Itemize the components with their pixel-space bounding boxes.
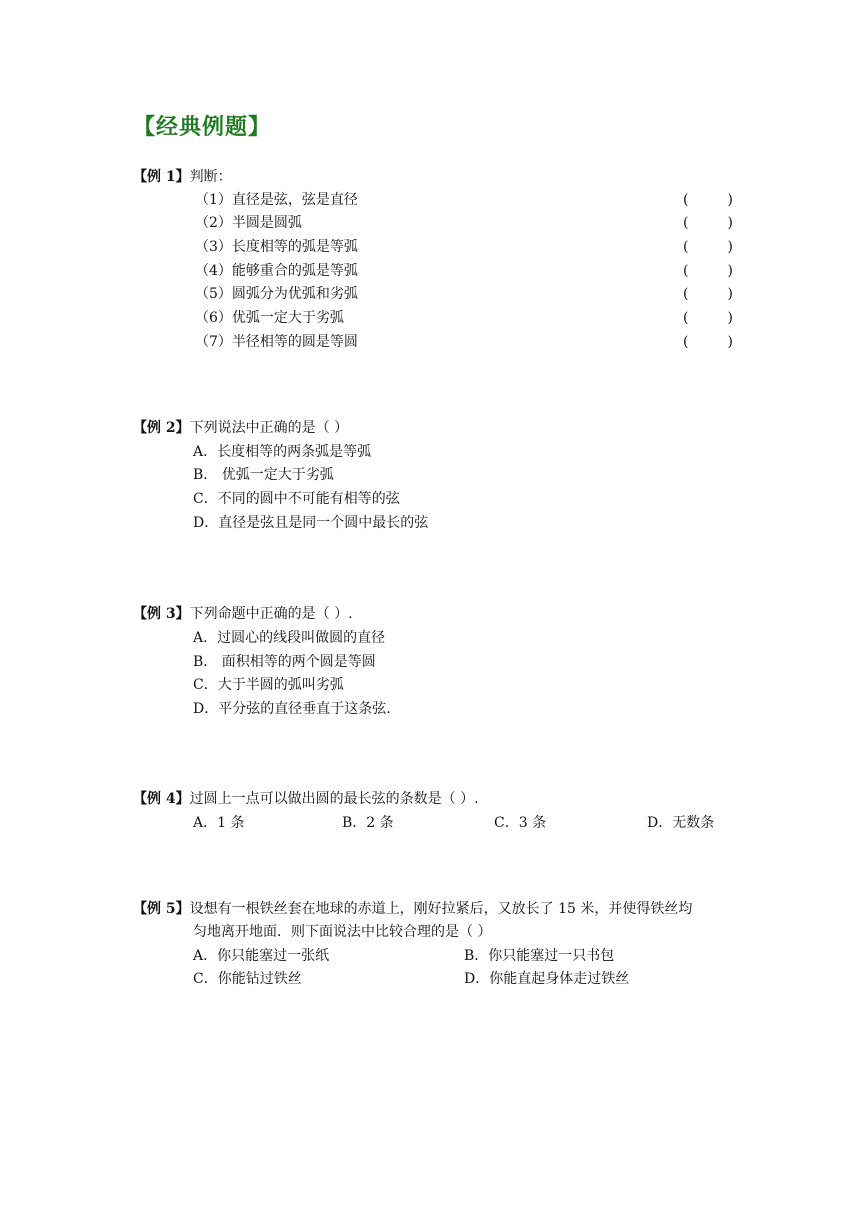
example-1-item: （3）长度相等的弧是等弧: [195, 239, 358, 255]
example-1-stem: 判断：: [189, 169, 232, 185]
section-heading: 【经典例题】: [133, 115, 272, 140]
option-b: B． 优弧一定大于劣弧: [193, 467, 334, 483]
example-1-label: 【例 1】: [133, 169, 190, 185]
example-2-stem: 下列说法中正确的是（ ）: [189, 420, 349, 436]
option-a: A．长度相等的两条弧是等弧: [193, 444, 372, 460]
example-4-header: [133, 790, 479, 808]
option-d: D．无数条: [647, 815, 715, 831]
example-1-item: （2）半圆是圆弧: [195, 215, 302, 231]
example-1-item: （7）半径相等的圆是等圆: [195, 334, 358, 350]
example-1-item: （5）圆弧分为优弧和劣弧: [195, 286, 358, 302]
answer-blank[interactable]: ( ): [683, 263, 733, 279]
option-c: C．你能钻过铁丝: [193, 971, 302, 987]
answer-blank[interactable]: ( ): [683, 334, 733, 350]
example-1-header: [133, 168, 232, 186]
example-3-header: [133, 605, 353, 623]
option-a: A．你只能塞过一张纸: [193, 948, 330, 964]
example-2-header: [133, 419, 348, 437]
option-c: C．3 条: [494, 815, 547, 831]
option-d: D．平分弦的直径垂直于这条弦.: [193, 701, 391, 717]
answer-blank[interactable]: ( ): [683, 192, 733, 208]
answer-blank[interactable]: ( ): [683, 239, 733, 255]
option-b: B．2 条: [342, 815, 394, 831]
example-5-header: [133, 900, 692, 918]
answer-blank[interactable]: ( ): [683, 286, 733, 302]
option-d: D．直径是弦且是同一个圆中最长的弦: [193, 515, 429, 531]
example-1-item: （1）直径是弦，弦是直径: [195, 192, 358, 208]
option-a: A．1 条: [193, 815, 245, 831]
example-2-label: 【例 2】: [133, 420, 190, 436]
example-3-label: 【例 3】: [133, 606, 190, 622]
example-3-stem: 下列命题中正确的是（ ）.: [189, 606, 353, 622]
example-4-label: 【例 4】: [133, 791, 190, 807]
example-5-label: 【例 5】: [133, 901, 190, 917]
option-a: A．过圆心的线段叫做圆的直径: [193, 630, 386, 646]
example-5-stem-line2: 匀地离开地面．则下面说法中比较合理的是（ ）: [193, 924, 492, 940]
option-b: B． 面积相等的两个圆是等圆: [193, 654, 376, 670]
example-1-item: （4）能够重合的弧是等弧: [195, 263, 358, 279]
option-c: C．不同的圆中不可能有相等的弦: [193, 491, 400, 507]
option-d: D．你能直起身体走过铁丝: [464, 971, 630, 987]
option-c: C．大于半圆的弧叫劣弧: [193, 677, 344, 693]
example-4-stem: 过圆上一点可以做出圆的最长弦的条数是（ ）.: [189, 791, 479, 807]
example-1-item: （6）优弧一定大于劣弧: [195, 310, 344, 326]
option-b: B．你只能塞过一只书包: [464, 948, 615, 964]
answer-blank[interactable]: ( ): [683, 215, 733, 231]
answer-blank[interactable]: ( ): [683, 310, 733, 326]
example-5-stem-line1: 设想有一根铁丝套在地球的赤道上，刚好拉紧后，又放长了 15 米，并使得铁丝均: [189, 901, 693, 917]
